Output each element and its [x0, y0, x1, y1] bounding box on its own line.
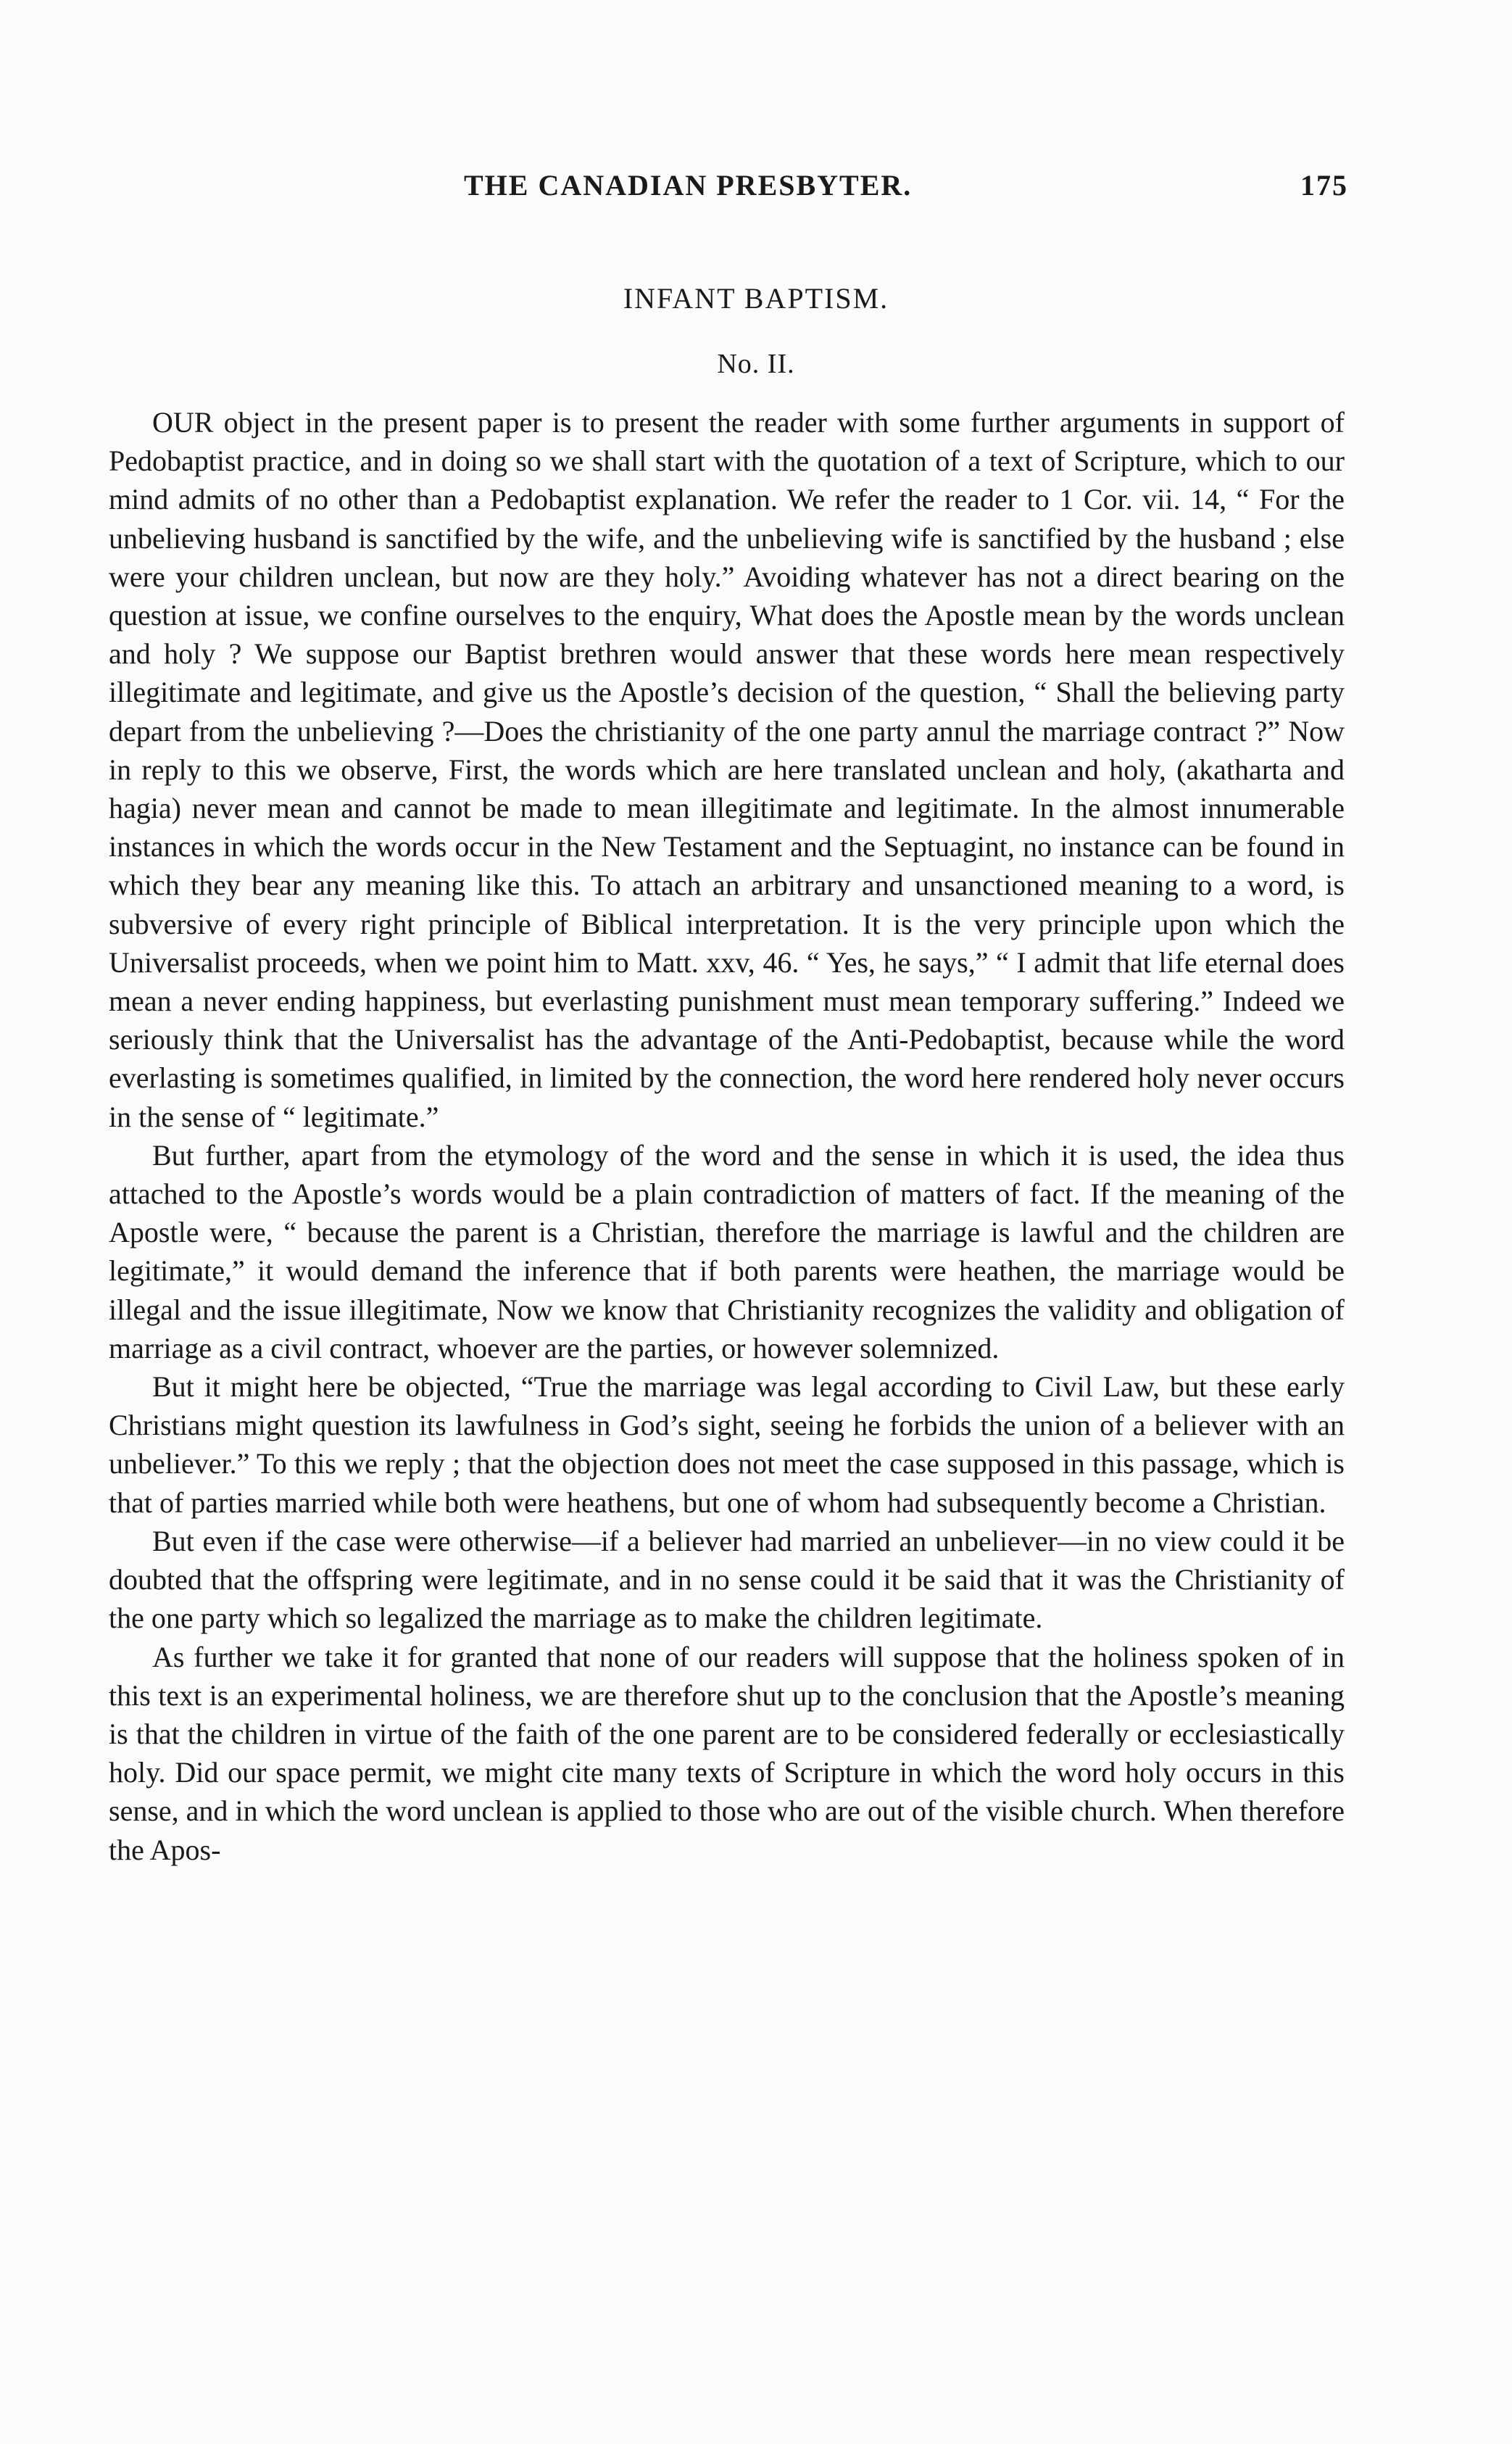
paragraph-5: As further we take it for granted that none of our readers will suppose that the holiness spoken of in this text is an experimental holiness, we are therefore shut up to the conclusion that the Apostle’s meaning is that the children in virtue of the faith of the one parent are to be considered federally or ecclesiastically holy. Did our space permit, we might cite many texts of Scripture in which the word holy occurs in this sense, and in which the word unclean is applied to those who are out of the visible church. When therefore the Apos- — [109, 1640, 1345, 1866]
journal-title: THE CANADIAN PRESBYTER. — [464, 169, 913, 202]
article-number: No. II. — [717, 349, 795, 379]
paragraph-3: But it might here be objected, “True the marriage was legal according to Civil Law, but these early Christians might question its lawfulness in God’s sight, seeing he forbids the union of a believer with an unbeliever.” To this we reply ; that the objection does not meet the case supposed in this passage, which is that of parties married while both were heathens, but one of whom had subsequently become a Christian. — [109, 1370, 1345, 1519]
page-number: 175 — [1300, 169, 1348, 202]
paragraph-2: But further, apart from the etymology of the word and the sense in which it is used, the idea thus attached to the Apostle’s words would be a plain contradiction of matters of fact. If the meaning of the Apostle were, “ because the parent is a Christian, therefore the marriage is lawful and the children are legitimate,” it would demand the inference that if both parents were heathen, the marriage would be illegal and the issue illegitimate, Now we know that Christianity recognizes the validity and obligation of marriage as a civil contract, whoever are the parties, or however solemnized. — [109, 1138, 1345, 1364]
running-head — [464, 168, 1348, 212]
article-title: INFANT BAPTISM. — [623, 282, 889, 315]
paragraph-1: OUR object in the present paper is to present the reader with some further arguments in support of Pedobaptist practice, and in doing so we shall start with the quotation of a text of Scripture, which to our mind admits of no other than a Pedobaptist explanation. We refer the reader to 1 Cor. vii. 14, “ For the unbelieving husband is sanctified by the wife, and the unbelieving wife is sanctified by the husband ; else were your children unclean, but now are they holy.” Avoiding whatever has not a direct bearing on the question at issue, we confine ourselves to the enquiry, What does the Apostle mean by the words unclean and holy ? We suppose our Baptist brethren would answer that these words here mean respectively illegitimate and legitimate, and give us the Apostle’s decision of the question, “ Shall the believing party depart from the unbelieving ?—Does the christianity of the one party annul the marriage contract ?” Now in reply to this we observe, First, the words which are here translated unclean and holy, (akatharta and hagia) never mean and cannot be made to mean illegitimate and legitimate. In the almost innumerable instances in which the words occur in the New Testament and the Septuagint, no instance can be found in which they bear any meaning like this. To attach an arbitrary and unsanctioned meaning to a word, is subversive of every right principle of Biblical interpretation. It is the very principle upon which the Universalist proceeds, when we point him to Matt. xxv, 46. “ Yes, he says,” “ I admit that life eternal does mean a never ending happiness, but everlasting punishment must mean temporary suffering.” Indeed we seriously think that the Universalist has the advantage of the Anti-Pedobaptist, because while the word everlasting is sometimes qualified, in limited by the connection, the word here rendered holy never occurs in the sense of “ legitimate.” — [109, 406, 1345, 1133]
paragraph-4: But even if the case were otherwise—if a believer had married an unbeliever—in no view could it be doubted that the offspring were legitimate, and in no sense could it be said that it was the Christianity of the one party which so legalized the marriage as to make the children legitimate. — [109, 1524, 1345, 1635]
article-body — [109, 403, 1345, 1869]
